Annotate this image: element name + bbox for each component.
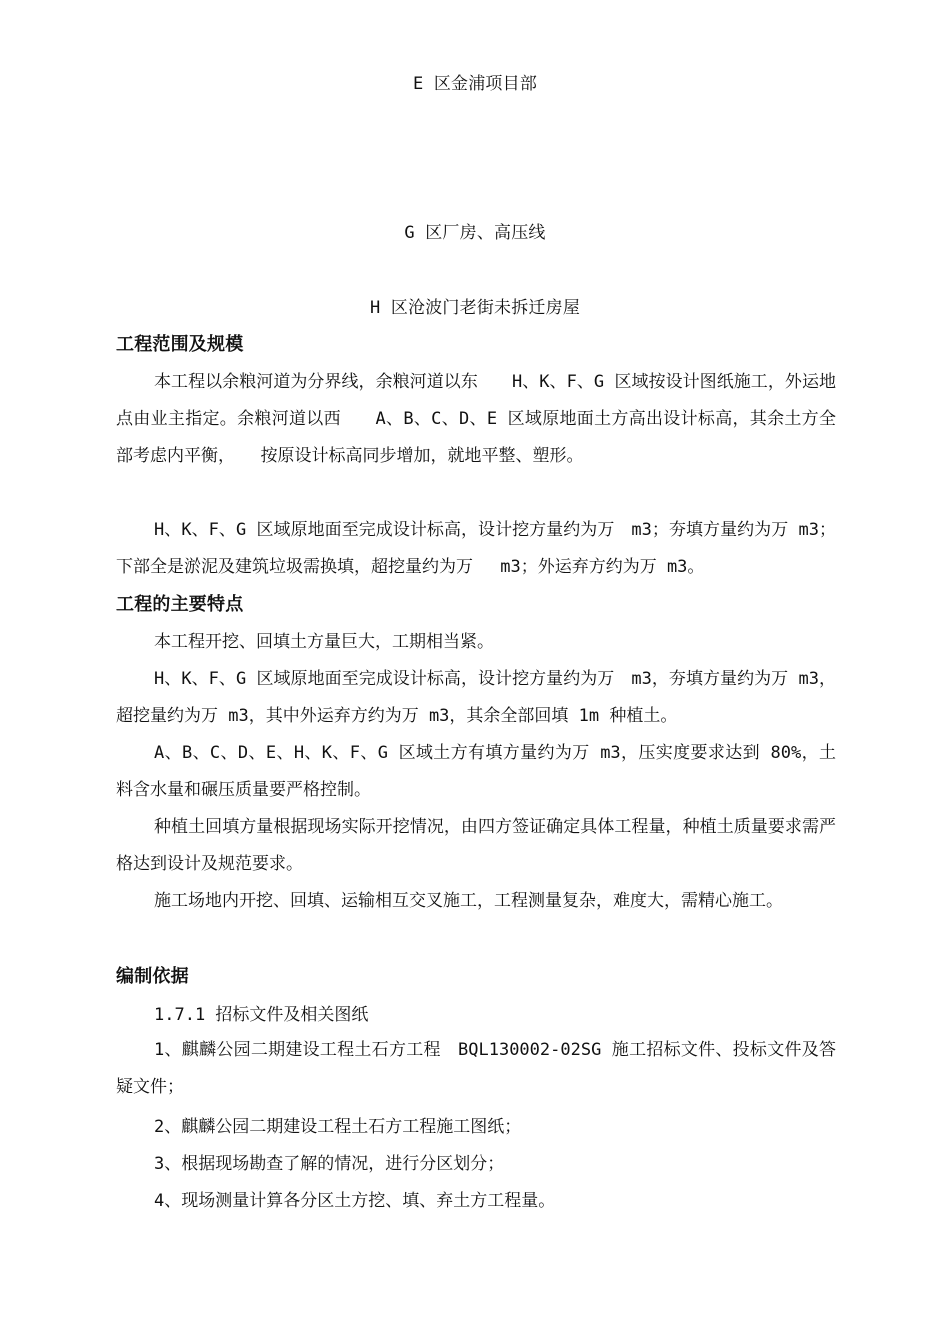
features-paragraph-1: 本工程开挖、回填土方量巨大，工期相当紧。 [154, 632, 494, 652]
scope-paragraph-1: 本工程以余粮河道为分界线，余粮河道以东 H、K、F、G 区域按设计图纸施工，外运地点由业主指定。余粮河道以西 A、B、C、D、E 区域原地面土方高出设计标高，其余土方全部考虑内平衡， 按原设计标高同步增加，就地平整、塑形。 [116, 372, 836, 466]
features-paragraph-3: A、B、C、D、E、H、K、F、G 区域土方有填方量约为万 m3，压实度要求达到 80%，土料含水量和碾压质量要严格控制。 [116, 743, 836, 800]
basis-item-4: 4、现场测量计算各分区土方挖、填、弃土方工程量。 [154, 1191, 556, 1211]
features-heading: 工程的主要特点 [116, 594, 244, 615]
basis-subheading: 1.7.1 招标文件及相关图纸 [154, 1005, 369, 1025]
basis-item-2: 2、麒麟公园二期建设工程土石方工程施工图纸； [154, 1117, 522, 1137]
basis-item-3: 3、根据现场勘查了解的情况，进行分区划分； [154, 1154, 505, 1174]
basis-item-1: 1、麒麟公园二期建设工程土石方工程 BQL130002-02SG 施工招标文件、投标文件及答疑文件； [116, 1040, 836, 1097]
area-g-label: G 区厂房、高压线 [404, 223, 546, 243]
features-paragraph-2: H、K、F、G 区域原地面至完成设计标高，设计挖方量约为万 m3，夯填方量约为万 m3，超挖量约为万 m3，其中外运弃方约为万 m3，其余全部回填 1m 种植土。 [116, 669, 836, 726]
scope-heading: 工程范围及规模 [116, 334, 244, 355]
area-e-label: E 区金浦项目部 [412, 74, 538, 94]
basis-heading: 编制依据 [116, 966, 189, 987]
area-h-label: H 区沧波门老街未拆迁房屋 [369, 298, 581, 318]
features-paragraph-5: 施工场地内开挖、回填、运输相互交叉施工，工程测量复杂，难度大，需精心施工。 [154, 891, 783, 911]
scope-paragraph-2: H、K、F、G 区域原地面至完成设计标高，设计挖方量约为万 m3；夯填方量约为万 m3；下部全是淤泥及建筑垃圾需换填，超挖量约为万 m3；外运弃方约为万 m3。 [116, 520, 836, 577]
features-paragraph-4: 种植土回填方量根据现场实际开挖情况，由四方签证确定具体工程量，种植土质量要求需严格达到设计及规范要求。 [116, 817, 836, 874]
